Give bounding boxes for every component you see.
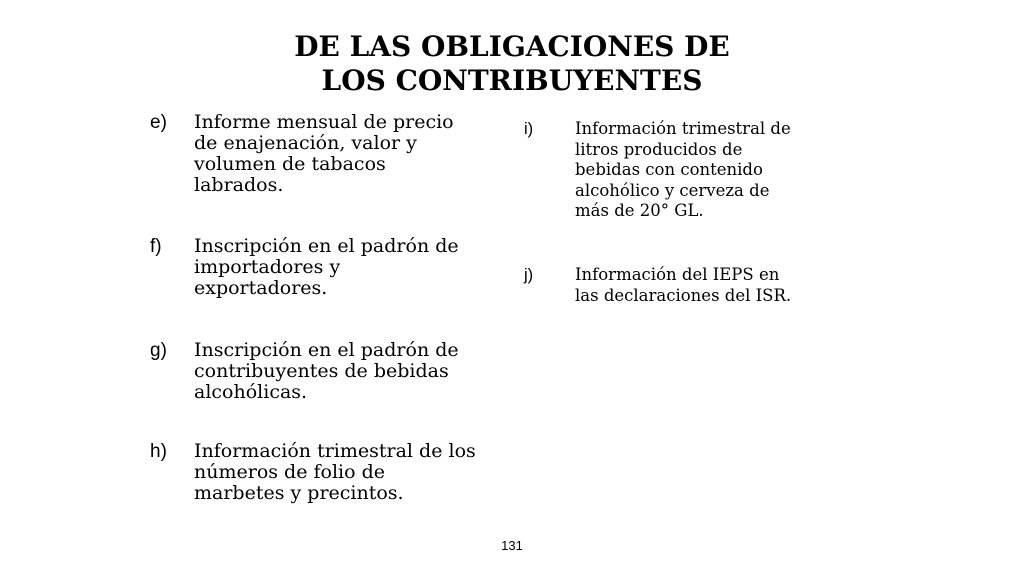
item-text: Información del IEPS en las declaraciones del ISR. xyxy=(575,265,792,305)
list-item-i xyxy=(524,119,845,222)
item-letter: h) xyxy=(150,441,167,462)
page-number: 131 xyxy=(501,538,523,553)
list-item-f xyxy=(150,236,514,299)
title-line-2: LOS CONTRIBUYENTES xyxy=(321,64,703,97)
item-text: Informe mensual de precio de enajenación, valor y volumen de tabacos labrados. xyxy=(194,111,454,196)
page-title xyxy=(0,30,1024,98)
item-letter: g) xyxy=(150,340,167,361)
list-item-h xyxy=(150,441,514,504)
item-letter: f) xyxy=(150,236,162,257)
item-text: Inscripción en el padrón de contribuyentes de bebidas alcohólicas. xyxy=(194,339,459,403)
item-letter: i) xyxy=(524,120,534,138)
item-letter: e) xyxy=(150,112,167,133)
item-letter: j) xyxy=(524,266,534,284)
item-text: Información trimestral de litros producidos de bebidas con contenido alcohólico y cerveza de más de 20° GL. xyxy=(575,119,791,220)
list-item-j xyxy=(524,265,845,306)
item-text: Inscripción en el padrón de importadores y exportadores. xyxy=(194,235,459,299)
item-text: Información trimestral de los números de folio de marbetes y precintos. xyxy=(194,440,476,504)
list-item-g xyxy=(150,340,514,403)
title-line-1: DE LAS OBLIGACIONES DE xyxy=(294,30,730,63)
list-item-e xyxy=(150,112,514,196)
